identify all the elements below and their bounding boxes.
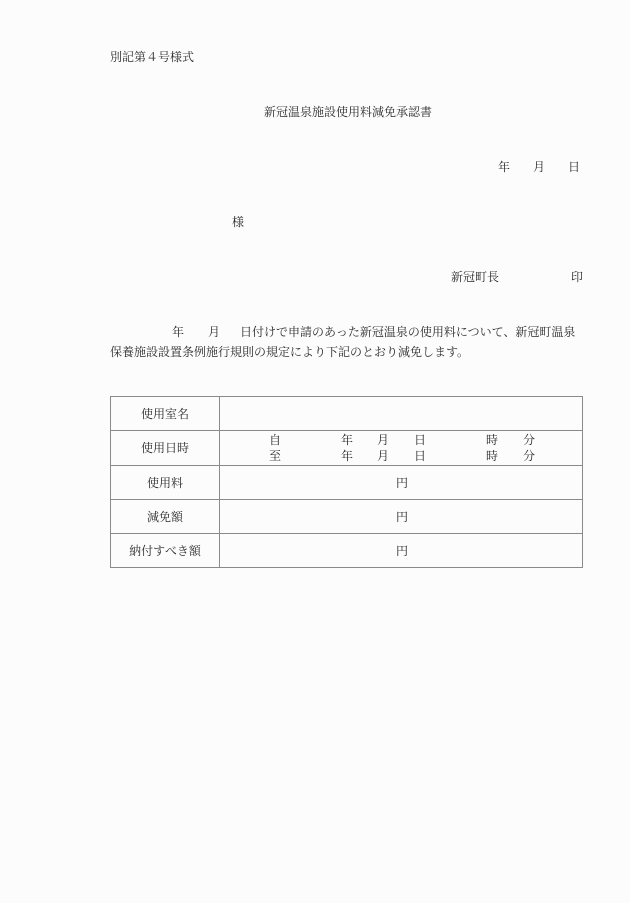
form-number: 別記第４号様式	[110, 50, 195, 64]
issuer	[451, 270, 583, 284]
room-name-label: 使用室名	[111, 397, 220, 431]
to-day-label: 日	[414, 449, 427, 463]
table-row-exemption-amount	[111, 500, 583, 534]
issuer-name: 新冠町長	[451, 270, 500, 284]
from-month-label: 月	[377, 433, 390, 447]
issue-day-label: 日	[568, 160, 581, 174]
usage-datetime-field[interactable]	[220, 431, 583, 466]
exemption-amount-field[interactable]	[220, 500, 583, 534]
exemption-amount-label: 減免額	[111, 500, 220, 534]
exemption-amount-unit: 円	[396, 510, 409, 524]
recipient-honorific: 様	[232, 215, 245, 229]
body-text-line-1	[172, 325, 575, 339]
amount-due-field[interactable]	[220, 534, 583, 568]
from-minute-label: 分	[523, 433, 536, 447]
datetime-from-row	[220, 432, 582, 448]
usage-fee-label: 使用料	[111, 466, 220, 500]
usage-datetime-label: 使用日時	[111, 431, 220, 466]
amount-due-unit: 円	[396, 544, 409, 558]
room-name-field[interactable]	[220, 397, 583, 431]
exemption-table	[110, 396, 583, 568]
usage-fee-field[interactable]	[220, 466, 583, 500]
body-text-line-2: 保養施設設置条例施行規則の規定により下記のとおり減免します。	[110, 345, 470, 359]
body-text: 日付けで申請のあった新冠温泉の使用料について、新冠町温泉	[240, 325, 576, 339]
seal-label: 印	[571, 270, 584, 284]
to-prefix: 至	[269, 449, 282, 463]
to-year-label: 年	[341, 449, 354, 463]
amount-due-label: 納付すべき額	[111, 534, 220, 568]
from-year-label: 年	[341, 433, 354, 447]
usage-fee-unit: 円	[396, 476, 409, 490]
body-month-label: 月	[208, 325, 221, 339]
body-year-label: 年	[172, 325, 185, 339]
table-row-usage-fee	[111, 466, 583, 500]
to-hour-label: 時	[486, 449, 499, 463]
to-month-label: 月	[377, 449, 390, 463]
to-minute-label: 分	[523, 449, 536, 463]
table-row-datetime	[111, 431, 583, 466]
issue-month-label: 月	[533, 160, 546, 174]
table-row-room	[111, 397, 583, 431]
table-row-amount-due	[111, 534, 583, 568]
from-day-label: 日	[414, 433, 427, 447]
issue-year-label: 年	[498, 160, 511, 174]
document-title: 新冠温泉施設使用料減免承認書	[263, 105, 432, 119]
issue-date	[498, 160, 580, 174]
datetime-to-row	[220, 448, 582, 464]
from-hour-label: 時	[486, 433, 499, 447]
from-prefix: 自	[269, 433, 282, 447]
